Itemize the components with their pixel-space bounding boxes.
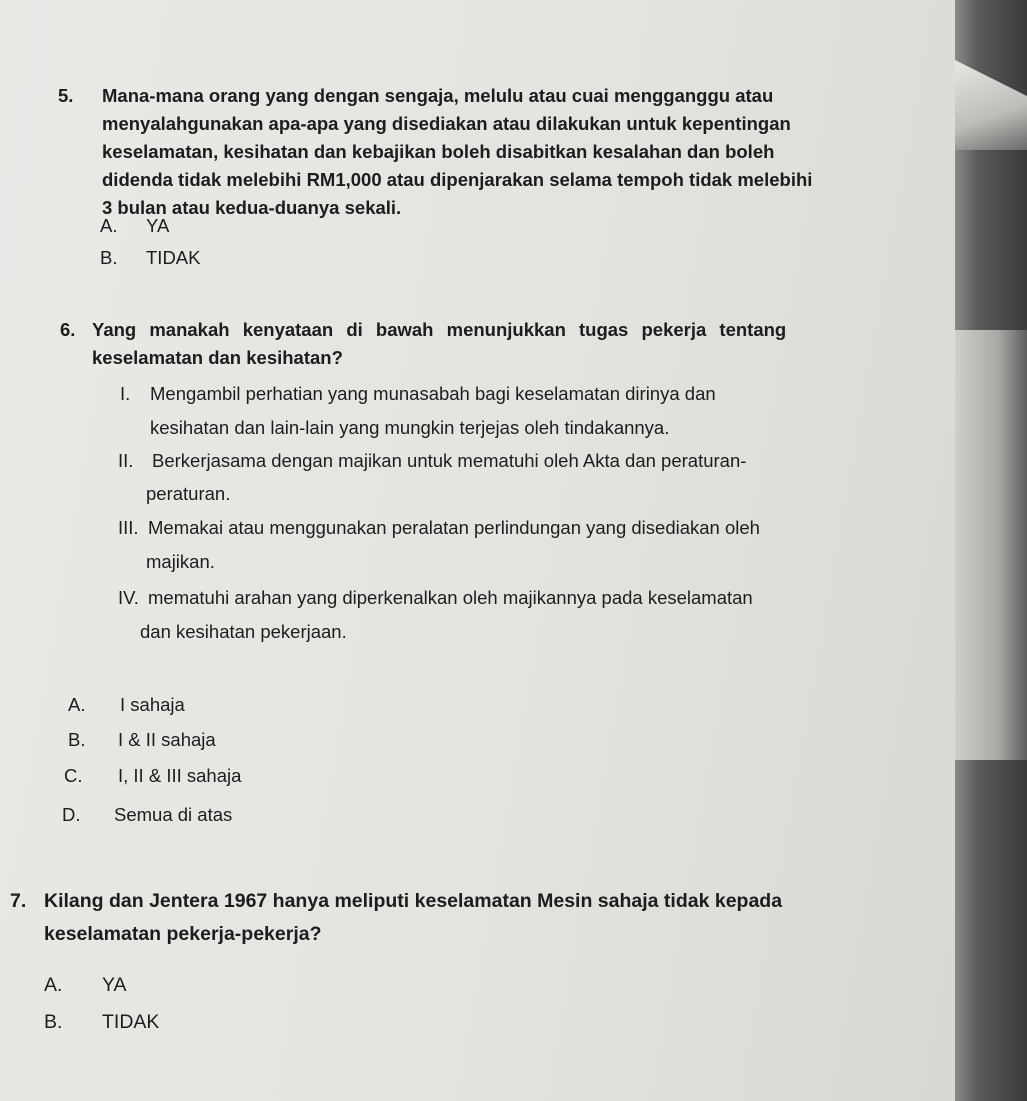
answer-option-b[interactable]	[44, 1008, 159, 1036]
option-text: I, II & III sahaja	[118, 765, 242, 786]
question-text-line: Kilang dan Jentera 1967 hanya meliputi keselamatan Mesin sahaja tidak kepada	[44, 890, 783, 912]
statement-label: II.	[118, 450, 134, 471]
statement-label: I.	[120, 383, 131, 404]
question-text-line: didenda tidak melebihi RM1,000 atau dipenjarakan selama tempoh tidak melebihi	[102, 169, 813, 190]
statement-ii	[118, 447, 747, 504]
page-edge-shadow	[955, 0, 1027, 1101]
option-label: A.	[100, 215, 118, 236]
answer-option-b[interactable]	[100, 244, 200, 272]
answer-option-a[interactable]	[68, 691, 185, 719]
option-label: A.	[44, 974, 63, 996]
statement-text: Memakai atau menggunakan peralatan perlindungan yang disediakan oleh	[148, 517, 760, 538]
question-number: 7.	[10, 890, 27, 912]
option-text: TIDAK	[102, 1011, 160, 1033]
statement-label: III.	[118, 517, 139, 538]
question-7	[10, 885, 783, 951]
statement-text: peraturan.	[146, 483, 231, 504]
question-number: 6.	[60, 319, 76, 340]
statement-text: Berkerjasama dengan majikan untuk mematuhi oleh Akta dan peraturan-	[152, 450, 747, 471]
page-fold	[955, 60, 1027, 150]
statement-iii	[118, 514, 760, 572]
statement-text: dan kesihatan pekerjaan.	[140, 621, 347, 642]
option-text: YA	[102, 974, 127, 996]
answer-option-a[interactable]	[100, 212, 169, 240]
statement-text: mematuhi arahan yang diperkenalkan oleh majikannya pada keselamatan	[148, 587, 753, 608]
option-text: I sahaja	[120, 694, 185, 715]
option-label: C.	[64, 765, 83, 786]
statement-i	[120, 380, 716, 438]
question-5	[58, 82, 813, 222]
statement-text: kesihatan dan lain-lain yang mungkin terjejas oleh tindakannya.	[150, 417, 670, 438]
answer-option-b[interactable]	[68, 726, 216, 754]
option-label: B.	[44, 1011, 63, 1033]
answer-option-c[interactable]	[64, 762, 241, 790]
question-text-line: Yang manakah kenyataan di bawah menunjukkan tugas pekerja tentang	[92, 319, 787, 340]
question-number: 5.	[58, 85, 74, 106]
statement-text: Mengambil perhatian yang munasabah bagi keselamatan dirinya dan	[150, 383, 716, 404]
statement-label: IV.	[118, 587, 139, 608]
option-label: B.	[100, 247, 118, 268]
answer-option-a[interactable]	[44, 971, 127, 999]
question-text-line: Mana-mana orang yang dengan sengaja, melulu atau cuai mengganggu atau	[102, 85, 774, 106]
option-label: A.	[68, 694, 86, 715]
option-text: YA	[146, 215, 170, 236]
question-text-line: keselamatan, kesihatan dan kebajikan boleh disabitkan kesalahan dan boleh	[102, 141, 775, 162]
question-text-line: keselamatan dan kesihatan?	[92, 347, 343, 368]
option-text: TIDAK	[146, 247, 201, 268]
question-6	[60, 316, 787, 372]
statement-text: majikan.	[146, 551, 215, 572]
option-text: I & II sahaja	[118, 729, 216, 750]
page-edge-strip	[955, 330, 1027, 760]
question-text-line: menyalahgunakan apa-apa yang disediakan atau dilakukan untuk kepentingan	[102, 113, 791, 134]
question-text-line: keselamatan pekerja-pekerja?	[44, 923, 322, 945]
question-text-line: 3 bulan atau kedua-duanya sekali.	[102, 197, 402, 218]
statement-iv	[118, 584, 753, 642]
option-text: Semua di atas	[114, 804, 233, 825]
option-label: D.	[62, 804, 81, 825]
answer-option-d[interactable]	[62, 801, 232, 829]
option-label: B.	[68, 729, 86, 750]
